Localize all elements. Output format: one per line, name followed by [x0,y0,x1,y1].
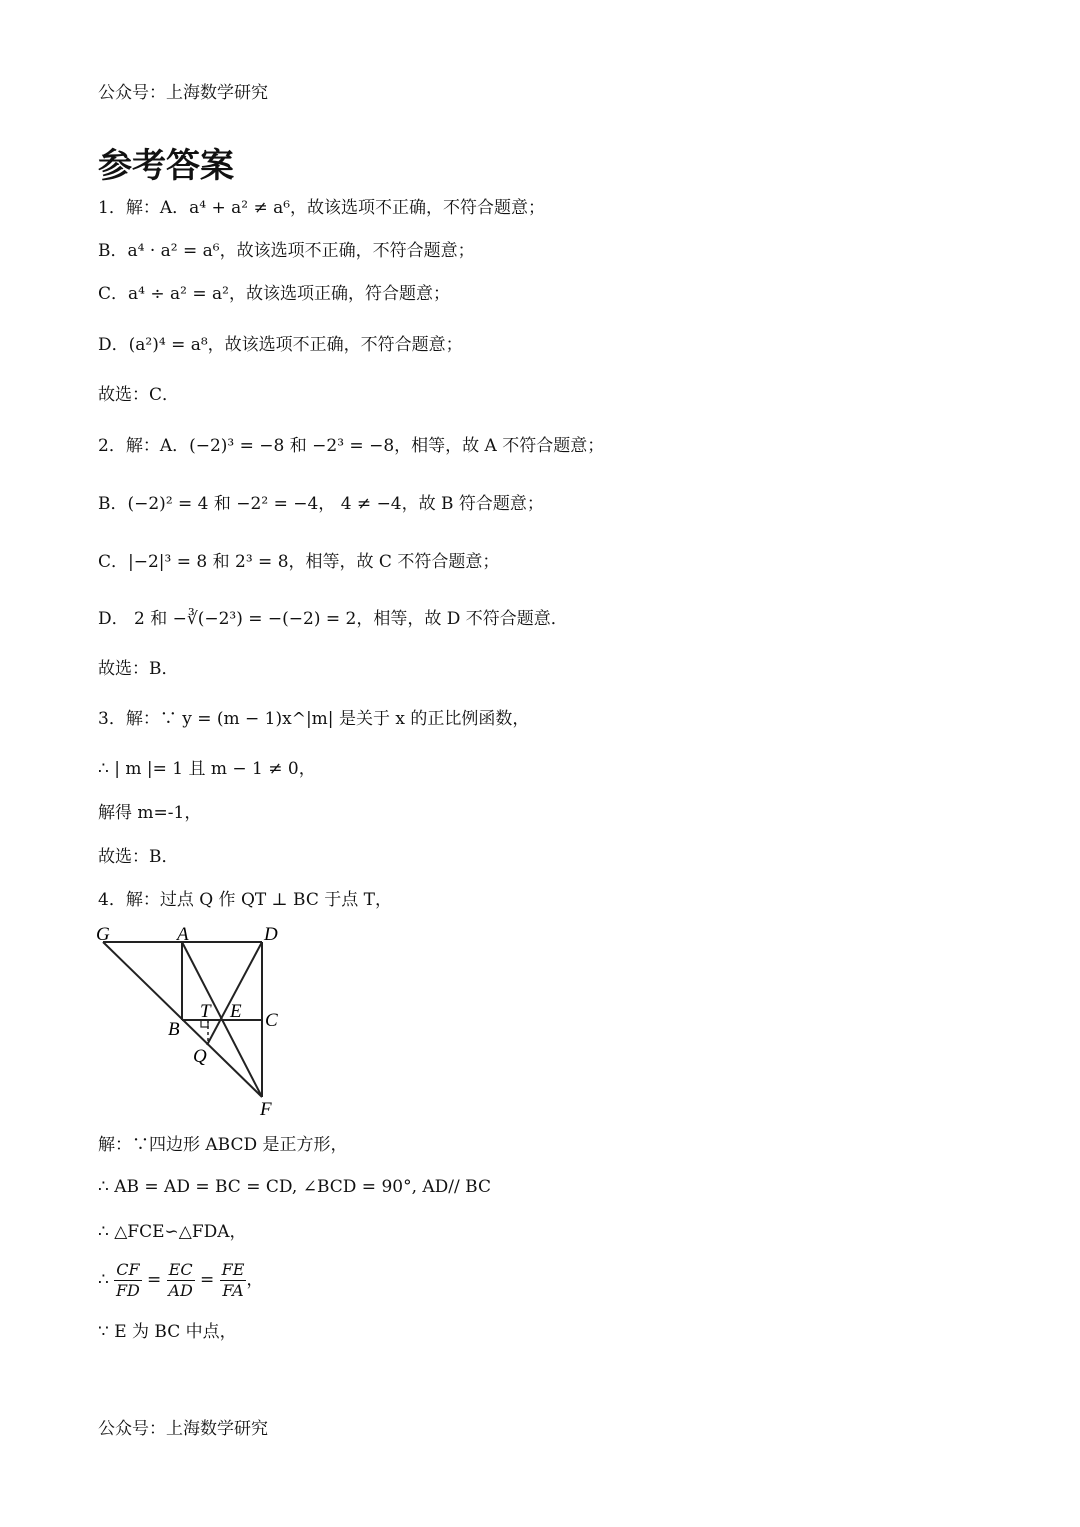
answer-line: D．(a²)⁴ = a⁸，故该选项不正确，不符合题意； [98,335,463,355]
answer-line: 1．解：A．a⁴ + a² ≠ a⁶，故该选项不正确，不符合题意； [98,198,546,218]
answer-line: ∴ AB = AD = BC = CD, ∠BCD = 90°, AD// BC [98,1177,491,1197]
answer-line: D． 2 和 −∛(−2³) = −(−2) = 2，相等，故 D 不符合题意． [98,609,568,629]
answer-line: B．a⁴ · a² = a⁶，故该选项不正确，不符合题意； [98,241,475,261]
label-d: D [264,924,278,945]
fraction: $\frac{EC}{AD}$ [168,1260,193,1300]
label-g: G [96,924,110,945]
answer-line: 4．解：过点 Q 作 QT ⊥ BC 于点 T， [98,890,392,910]
page-footer: 公众号：上海数学研究 [98,1419,268,1439]
label-q: Q [193,1046,207,1067]
label-t: T [200,1001,211,1022]
label-c: C [265,1010,278,1031]
therefore-symbol: ∴ [98,1270,109,1290]
geometry-diagram [0,0,400,1130]
answer-line: 故选：B． [98,659,179,679]
answer-line: B．(−2)² = 4 和 −2² = −4， 4 ≠ −4，故 B 符合题意； [98,494,544,514]
answer-line: 故选：C． [98,385,180,405]
page-title: 参考答案 [98,146,234,186]
fraction-line: ∴ $\frac{CF}{FD}$ = $\frac{EC}{AD}$ = $\frac{FE}{FA}$ ， [98,1260,264,1300]
page-header: 公众号：上海数学研究 [98,83,268,103]
label-f: F [260,1099,272,1120]
answer-line: C．a⁴ ÷ a² = a²，故该选项正确，符合题意； [98,284,450,304]
answer-line: 3．解：∵ y = (m − 1)x^|m| 是关于 x 的正比例函数， [98,709,530,729]
answer-line: 解：∵四边形 ABCD 是正方形， [98,1135,348,1155]
answer-line: 故选：B． [98,847,179,867]
answer-line: 2．解：A．(−2)³ = −8 和 −2³ = −8，相等，故 A 不符合题意； [98,436,605,456]
label-a: A [177,924,189,945]
fraction: $\frac{CF}{FD}$ [115,1260,140,1300]
answer-line: ∴ △FCE∽△FDA， [98,1222,247,1242]
answer-line: C．|−2|³ = 8 和 2³ = 8，相等，故 C 不符合题意； [98,552,500,572]
label-b: B [168,1019,180,1040]
answer-line: 解得 m=-1， [98,803,202,823]
answer-line: ∵ E 为 BC 中点， [98,1322,237,1342]
answer-line: ∴ | m |= 1 且 m − 1 ≠ 0， [98,759,316,779]
fraction: $\frac{FE}{FA}$ [221,1260,245,1300]
label-e: E [230,1001,242,1022]
